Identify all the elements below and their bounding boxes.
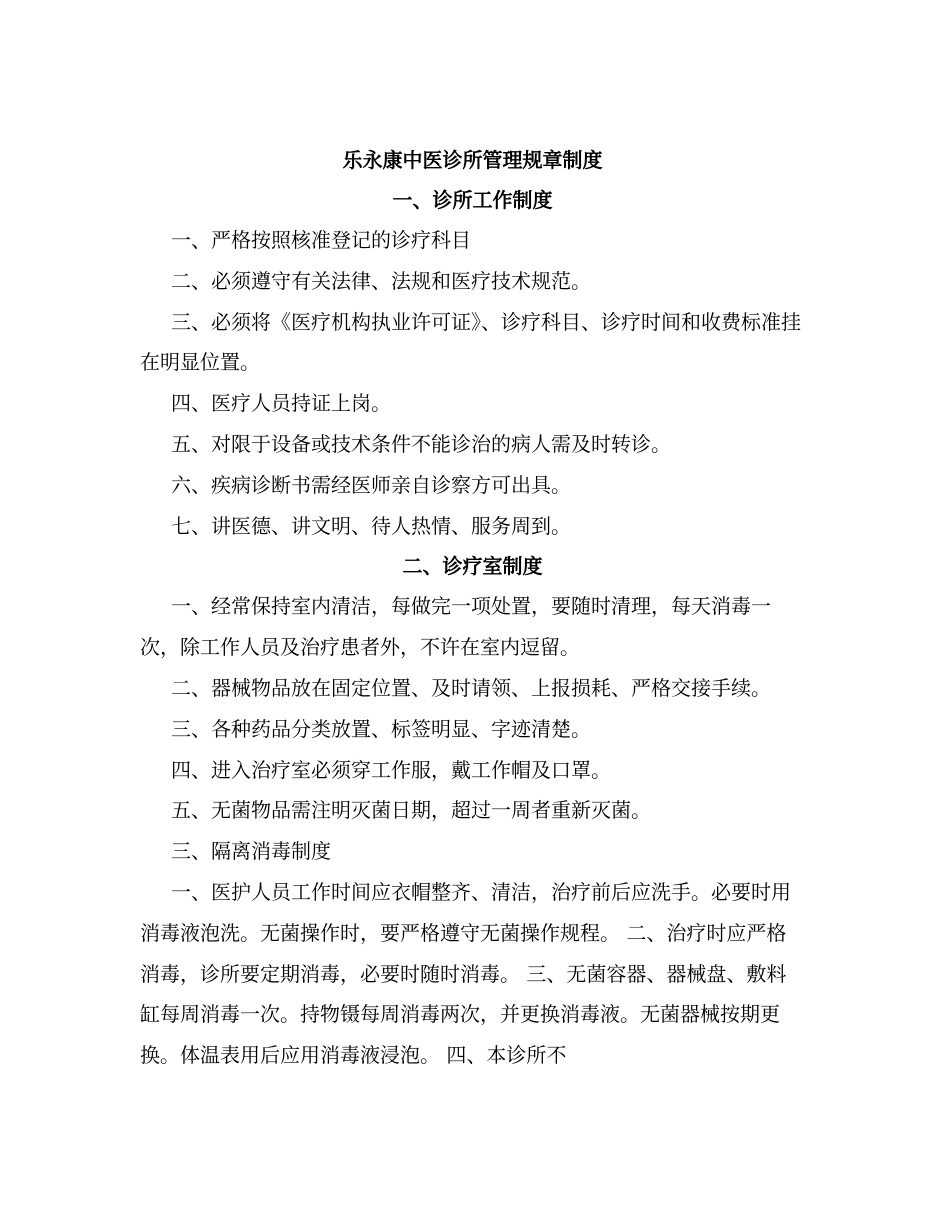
clinic-rule-6: 六、疾病诊断书需经医师亲自诊察方可出具。 bbox=[171, 472, 571, 497]
treatment-room-rule-5: 五、无菌物品需注明灭菌日期，超过一周者重新灭菌。 bbox=[171, 798, 651, 823]
treatment-room-rule-1: 一、经常保持室内清洁，每做完一项处置，要随时清理，每天消毒一次，除工作人员及治疗患者外，不许在室内逗留。 bbox=[140, 594, 771, 660]
clinic-rule-4: 四、医疗人员持证上岗。 bbox=[171, 391, 391, 416]
treatment-room-rule-4: 四、进入治疗室必须穿工作服，戴工作帽及口罩。 bbox=[171, 757, 611, 782]
section-heading-isolation-disinfection: 三、隔离消毒制度 bbox=[171, 839, 331, 864]
clinic-rule-3: 三、必须将《医疗机构执业许可证》、诊疗科目、诊疗时间和收费标准挂在明显位置。 bbox=[140, 309, 801, 375]
treatment-room-rule-3: 三、各种药品分类放置、标签明显、字迹清楚。 bbox=[171, 716, 591, 741]
document-body bbox=[140, 140, 805, 1076]
document-title: 乐永康中医诊所管理规章制度 bbox=[342, 148, 603, 172]
clinic-rule-5: 五、对限于设备或技术条件不能诊治的病人需及时转诊。 bbox=[171, 431, 671, 456]
section-heading-clinic-work-rules: 一、诊所工作制度 bbox=[392, 188, 553, 212]
section-heading-treatment-room-rules: 二、诊疗室制度 bbox=[402, 554, 543, 579]
treatment-room-rule-2: 二、器械物品放在固定位置、及时请领、上报损耗、严格交接手续。 bbox=[171, 675, 771, 700]
isolation-disinfection-body: 一、医护人员工作时间应衣帽整齐、清洁，治疗前后应洗手。必要时用消毒液泡洗。无菌操作时，要严格遵守无菌操作规程。 二、治疗时应严格消毒，诊所要定期消毒，必要时随时消毒。 三、无菌容器、器械盘、敷料缸每周消毒一次。持物镊每周消毒两次，并更换消毒液。无菌器械按期更换。体温表用后应用消毒液浸泡。 四、本诊所不 bbox=[140, 879, 791, 1068]
clinic-rule-7: 七、讲医德、讲文明、待人热情、服务周到。 bbox=[171, 513, 571, 538]
clinic-rule-1: 一、严格按照核准登记的诊疗科目 bbox=[171, 228, 471, 252]
clinic-rule-2: 二、必须遵守有关法律、法规和医疗技术规范。 bbox=[171, 268, 591, 293]
